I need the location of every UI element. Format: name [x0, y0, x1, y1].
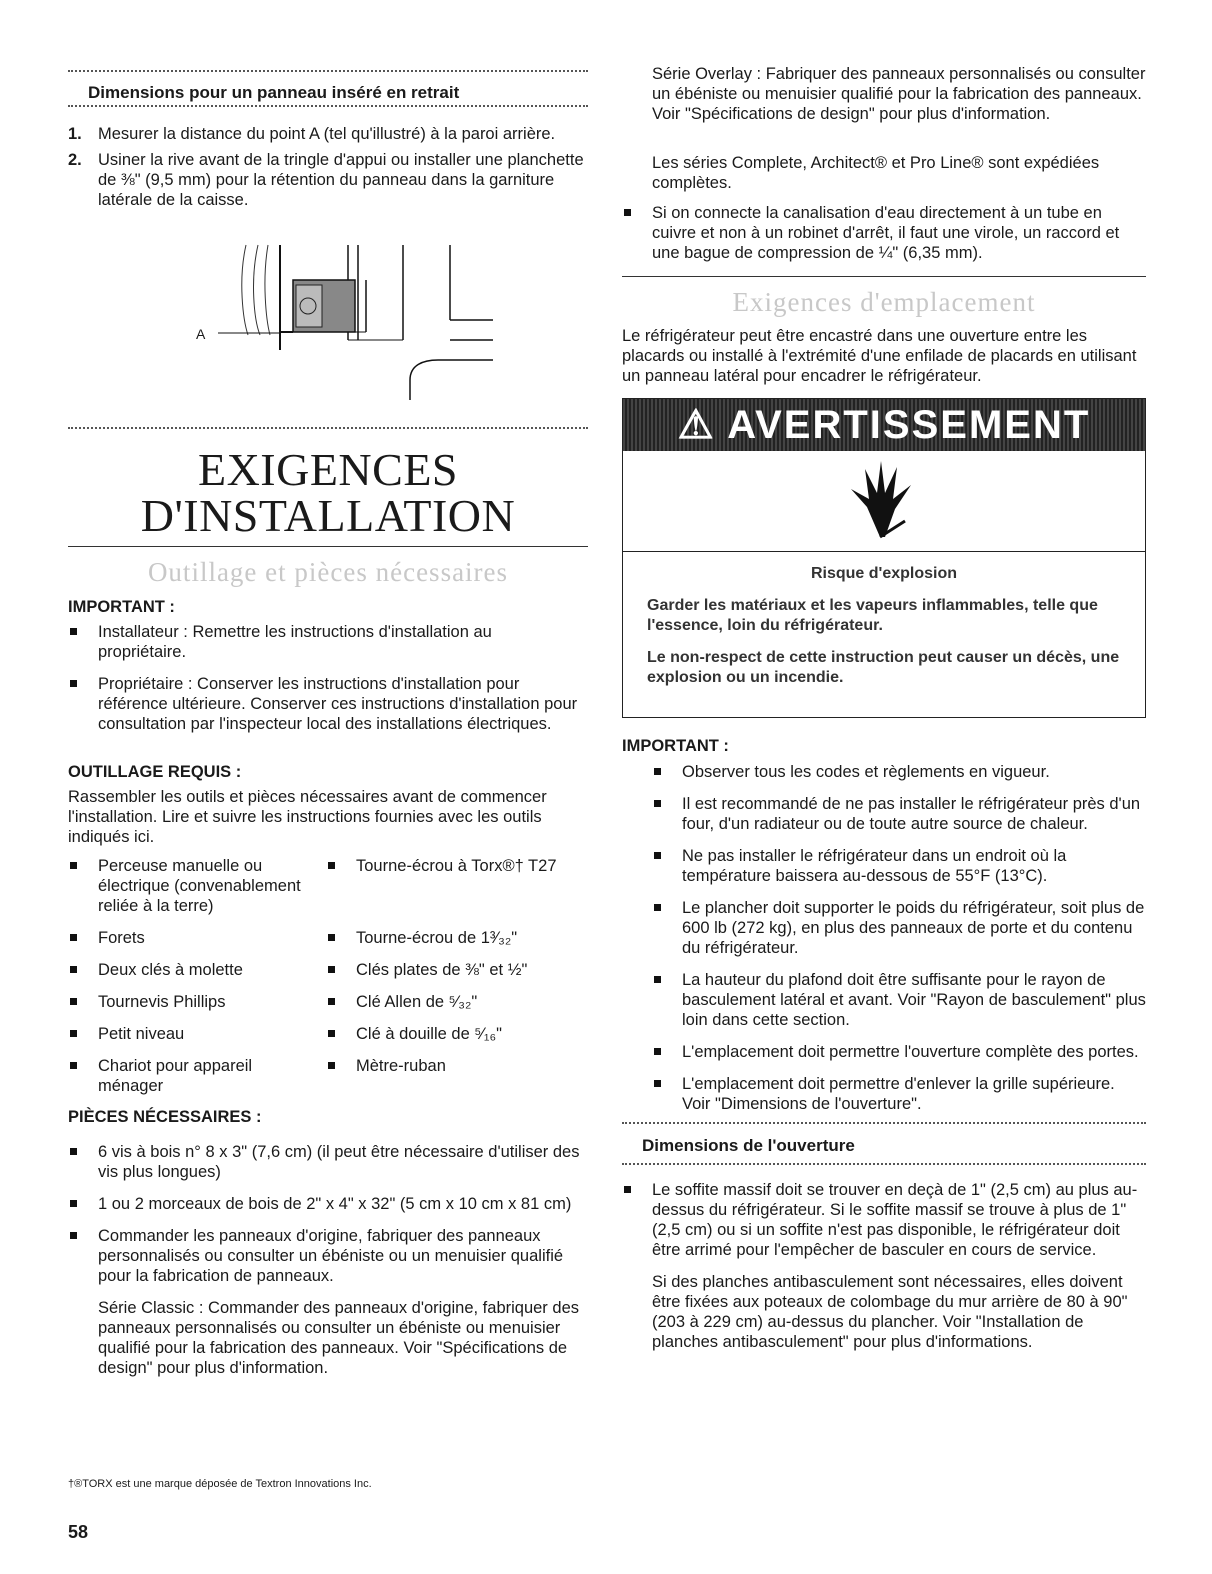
page-title-line2: D'INSTALLATION [140, 490, 516, 541]
dotted-rule [68, 70, 588, 72]
parts-list [68, 1142, 588, 1390]
list-item: Tournevis Phillips [68, 992, 328, 1012]
location-section-heading: Exigences d'emplacement [732, 287, 1036, 317]
list-item: L'emplacement doit permettre d'enlever la grille supérieure. Voir "Dimensions de l'ouverture". [652, 1074, 1146, 1114]
warning-header [623, 399, 1145, 451]
dotted-rule [68, 427, 588, 429]
water-list [622, 203, 1146, 275]
page-number: 58 [68, 1522, 89, 1542]
list-item: Le plancher doit supporter le poids du réfrigérateur, soit plus de 600 lb (272 kg), en plus des panneaux de porte et du contenu du réfrigérateur. [652, 898, 1146, 958]
list-item: Clé Allen de ⁵⁄₃₂" [326, 992, 596, 1012]
dotted-rule [622, 1163, 1146, 1165]
list-item: Le soffite massif doit se trouver en deçà de 1" (2,5 cm) au plus au-dessus du réfrigérateur. Si le soffite massif se trouve à plus de 1" (2,5 cm) ou si un soffite n'est pas disponible, le réfrigérateur doit être arrimé pour l'empêcher de basculer en cours de service. [622, 1180, 1146, 1260]
tools-list [68, 856, 588, 1101]
list-item: Mètre-ruban [326, 1056, 596, 1076]
list-item: Installateur : Remettre les instructions d'installation au propriétaire. [68, 622, 578, 662]
list-item: Observer tous les codes et règlements en vigueur. [652, 762, 1146, 782]
list-item: 1 ou 2 morceaux de bois de 2" x 4" x 32" (5 cm x 10 cm x 81 cm) [68, 1194, 588, 1214]
list-item: Ne pas installer le réfrigérateur dans un endroit où la température baissera au-dessous de 55°F (13°C). [652, 846, 1146, 886]
opening-heading: Dimensions de l'ouverture [642, 1136, 855, 1155]
warning-line-2: Le non-respect de cette instruction peut causer un décès, une explosion ou un incendie. [647, 649, 1120, 686]
section-rule [622, 276, 1146, 277]
panel-heading: Dimensions pour un panneau inséré en retrait [88, 83, 460, 102]
diagram-label-a: A [196, 326, 206, 342]
warning-title: AVERTISSEMENT [727, 403, 1091, 447]
parts-label: PIÈCES NÉCESSAIRES : [68, 1108, 262, 1126]
overlay-note: Série Overlay : Fabriquer des panneaux personnalisés ou consulter un ébéniste ou menuisier qualifié pour la fabrication des panneaux. Voir "Spécifications de design" pour plus d'information. [652, 65, 1146, 123]
opening-note: Si des planches antibasculement sont nécessaires, elles doivent être fixées aux poteaux de colombage du mur arrière de 80 à 90" (203 à 229 cm) au-dessus du plancher. Voir "Installation de planches antibasculement" pour plus d'informations. [652, 1273, 1128, 1351]
list-item: Tourne-écrou de 1³⁄₃₂" [326, 928, 596, 948]
warning-body [623, 552, 1145, 700]
list-item: 1. Mesurer la distance du point A (tel qu'illustré) à la paroi arrière. [68, 125, 556, 143]
list-item: Chariot pour appareil ménager [68, 1056, 298, 1096]
complete-note: Les séries Complete, Architect® et Pro Line® sont expédiées complètes. [652, 154, 1100, 192]
list-item: Clé à douille de ⁵⁄₁₆" [326, 1024, 596, 1044]
location-intro: Le réfrigérateur peut être encastré dans une ouverture entre les placards ou installé à l'extrémité d'une enfilade de placards en utilisant un panneau latéral pour encadrer le réfrigérateur. [622, 327, 1137, 385]
footnote: †®TORX est une marque déposée de Textron Innovations Inc. [68, 1478, 372, 1490]
steps-list [68, 124, 588, 216]
opening-list [622, 1180, 1146, 1364]
important-label: IMPORTANT : [622, 737, 729, 755]
dotted-rule [68, 105, 588, 107]
location-important-list [652, 762, 1146, 1126]
list-item: Perceuse manuelle ou électrique (convenablement reliée à la terre) [68, 856, 328, 916]
warning-icon: ⚠ [677, 403, 716, 447]
section-rule [68, 546, 588, 547]
list-item: Commander les panneaux d'origine, fabriquer des panneaux personnalisés ou consulter un ébéniste ou un menuisier qualifié pour la fabrication de panneaux. [68, 1226, 588, 1286]
warning-line-1: Garder les matériaux et les vapeurs inflammables, telle que l'essence, loin du réfrigérateur. [647, 597, 1098, 634]
warning-risk: Risque d'explosion [810, 565, 958, 582]
explosion-symbol-area [623, 451, 1145, 552]
list-item: Il est recommandé de ne pas installer le réfrigérateur près d'un four, d'un radiateur ou de toute autre source de chaleur. [652, 794, 1146, 834]
list-item: L'emplacement doit permettre l'ouverture complète des portes. [652, 1042, 1146, 1062]
list-item: Deux clés à molette [68, 960, 328, 980]
explosion-icon [845, 459, 915, 539]
tools-intro: Rassembler les outils et pièces nécessaires avant de commencer l'installation. Lire et suivre les instructions fournies avec les outils indiqués ici. [68, 788, 547, 846]
list-item: Si on connecte la canalisation d'eau directement à un tube en cuivre et non à un robinet d'arrêt, il faut une virole, un raccord et une bague de compression de ¼" (6,35 mm). [622, 203, 1146, 263]
tools-section-heading: Outillage et pièces nécessaires [147, 557, 509, 587]
list-item: 6 vis à bois n° 8 x 3" (7,6 cm) (il peut être nécessaire d'utiliser des vis plus longues) [68, 1142, 588, 1182]
list-item: Petit niveau [68, 1024, 328, 1044]
list-item: Propriétaire : Conserver les instructions d'installation pour référence ultérieure. Conserver ces instructions d'installation pour consultation par l'inspecteur local des installations électriques. [68, 674, 578, 734]
warning-box [622, 398, 1146, 718]
dotted-rule [622, 1122, 1146, 1124]
important-label: IMPORTANT : [68, 598, 175, 616]
list-item: Tourne-écrou à Torx®† T27 [326, 856, 596, 876]
important-list [68, 622, 578, 746]
classic-note: Série Classic : Commander des panneaux d'origine, fabriquer des panneaux personnalisés ou consulter un ébéniste ou menuisier qualifié pour la fabrication des panneaux. Voir "Spécifications de design" pour plus d'information. [98, 1299, 579, 1377]
list-item: Clés plates de ⅜" et ½" [326, 960, 596, 980]
page-title-line1: EXIGENCES [197, 444, 459, 495]
panel-diagram [188, 240, 508, 405]
list-item: Forets [68, 928, 328, 948]
list-item: La hauteur du plafond doit être suffisante pour le rayon de basculement latéral et avant. Voir "Rayon de basculement" plus loin dans cette section. [652, 970, 1146, 1030]
list-item: 2. Usiner la rive avant de la tringle d'appui ou installer une planchette de ⅜" (9,5 mm) pour la rétention du panneau dans la garniture latérale de la caisse. [68, 151, 584, 209]
tools-label: OUTILLAGE REQUIS : [68, 763, 242, 781]
